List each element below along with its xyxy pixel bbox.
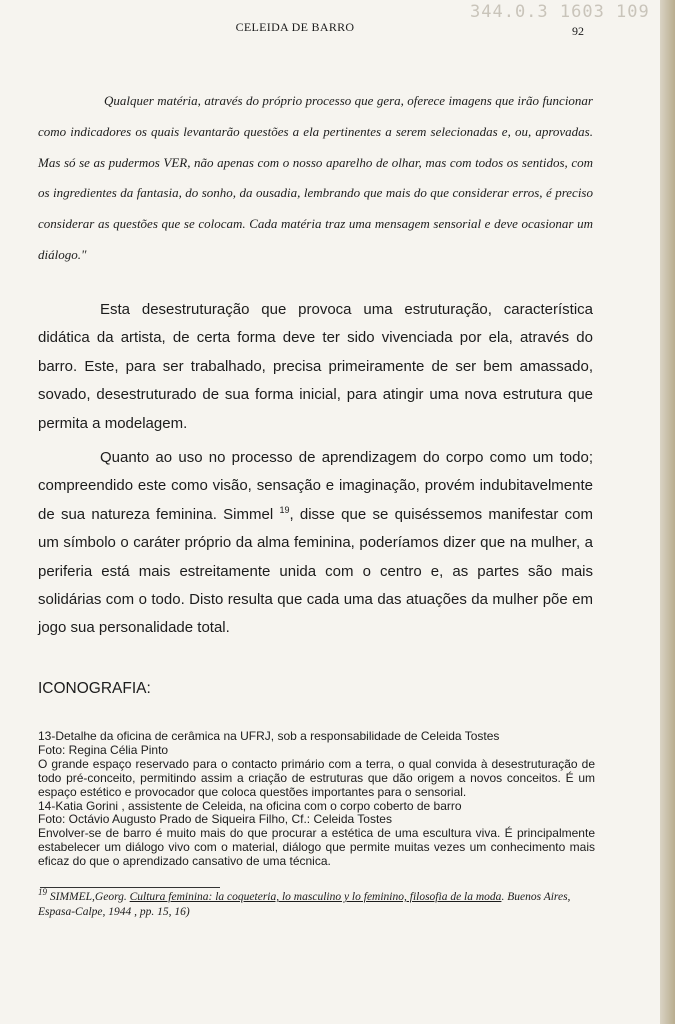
footnote-title: Cultura feminina: la coqueteria, lo masculino y lo feminino, filosofia de la moda [129, 891, 502, 903]
page-edge [660, 0, 675, 1024]
page-number: 92 [572, 24, 584, 38]
footnote-number: 19 [38, 887, 47, 898]
caption-14-description: Envolver-se de barro é muito mais do que procurar a estética de uma escultura viva. É principalmente estabelecer um diálogo vivo com o material, diálogo que permite muitas vezes um conhecimento mais eficaz do que o aprendizado cansativo de uma técnica. [38, 826, 595, 869]
footnote-publication: . Buenos Aires, Espasa-Calpe, 1944 , pp. 15, 16) [38, 891, 571, 918]
caption-13-photo-credit: Foto: Regina Célia Pinto [38, 742, 169, 757]
running-header: CELEIDA DE BARRO [235, 20, 355, 34]
archive-stamp: 344.0.3 1603 109 [470, 2, 650, 22]
caption-13-title: 13-Detalhe da oficina de cerâmica na UFRJ, sob a responsabilidade de Celeida Tostes [38, 729, 500, 743]
caption-14-title: 14-Katia Gorini , assistente de Celeida, na oficina com o corpo coberto de barro [38, 798, 462, 813]
footnote [38, 887, 595, 920]
body-paragraph-2 [38, 444, 593, 643]
block-quote: Qualquer matéria, através do próprio processo que gera, oferece imagens que irão funcionar como indicadores os quais levantarão questões a ela pertinentes a serem selecionadas e, ou, aprovadas. Mas só se as pudermos VER, não apenas com o nosso aparelho de olhar, mas com todos os sentidos, com os ingredientes da fantasia, do sonho, da ousadia, lembrando que mais do que considerar erros, é preciso considerar as questões que se colocam. Cada matéria traz uma mensagem sensorial e deve ocasionar um diálogo." [38, 93, 593, 262]
caption-14-photo-credit: Foto: Octávio Augusto Prado de Siqueira Filho, Cf.: Celeida Tostes [38, 812, 392, 827]
caption-13-description: O grande espaço reservado para o contacto primário com a terra, o qual convida à desestruturação de todo pré-conceito, permitindo assim a criação de estruturas que dão origem a novos conceitos. É um espaço estético e provocador que coloca questões importantes para o sensorial. [38, 756, 595, 799]
footnote-author: SIMMEL,Georg. [49, 891, 130, 903]
body-paragraph-1: Esta desestruturação que provoca uma estruturação, característica didática da artista, de certa forma deve ter sido vivenciada por ela, através do barro. Este, para ser trabalhado, precisa primeiramente de ser bem amassado, sovado, desestruturado de sua forma inicial, para atingir uma nova estrutura que permita a modelagem. [38, 301, 593, 432]
paragraph-2-text-end: , disse que se quiséssemos manifestar com um símbolo o caráter próprio da alma feminina, poderíamos dizer que na mulher, a periferia está mais estreitamente unida com o centro e, as partes são mais solidárias com o todo. Disto resulta que cada uma das atuações da mulher põe em jogo sua personalidade total. [38, 505, 593, 637]
footnote-divider [40, 887, 220, 888]
paragraph-2-text-start: Quanto ao uso no processo de aprendizagem do corpo como um todo; compreendido este como visão, sensação e imaginação, provém indubitavelmente de sua natureza feminina. Simmel [38, 449, 593, 523]
section-heading: ICONOGRAFIA: [38, 680, 151, 697]
footnote-reference[interactable]: 19 [279, 504, 290, 515]
iconography-list [38, 730, 595, 869]
